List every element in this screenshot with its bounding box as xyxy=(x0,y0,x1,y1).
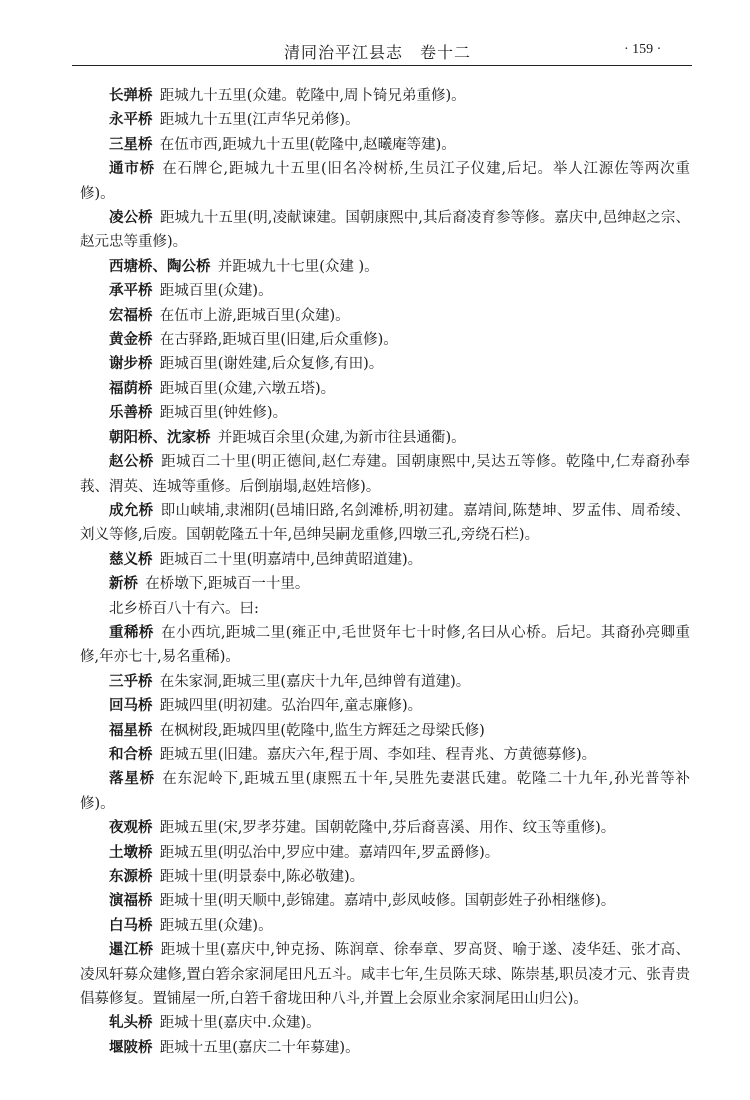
bridge-name: 新桥 xyxy=(109,575,138,593)
bridge-description: 距城十里(嘉庆中,钟克扬、陈润章、徐奉章、罗高贤、喻于遂、凌华廷、张才高、凌凤轩募众建修,置白箬余家洞尾田凡五斗。咸丰七年,生员陈天球、陈崇基,职员凌才元、张青贵倡募修复。置铺屋一所,白箬千畲垅田种八斗,并置上会原业余家洞尾田山归公)。 xyxy=(80,942,691,1008)
bridge-name: 和合桥 xyxy=(109,745,153,763)
bridge-description: 距城百二十里(明嘉靖中,邑绅黄昭道建)。 xyxy=(159,551,423,568)
bridge-entry xyxy=(80,767,690,816)
bridge-description: 距城五里(宋,罗孝芬建。国朝乾隆中,芬后裔喜溪、用作、纹玉等重修)。 xyxy=(159,820,616,837)
bridge-name: 谢步桥 xyxy=(109,355,153,373)
bridge-entry xyxy=(80,450,690,499)
bridge-description: 距城十五里(嘉庆二十年募建)。 xyxy=(159,1039,360,1056)
bridge-name: 重稀桥 xyxy=(109,623,154,641)
bridge-name: 成允桥 xyxy=(109,501,154,519)
page-number: · 159 · xyxy=(624,42,662,57)
bridge-name: 福星桥 xyxy=(109,721,153,739)
bridge-description: 距城十里(明天顺中,彭锦建。嘉靖中,彭凤岐修。国朝彭姓子孙相继修)。 xyxy=(159,893,616,910)
bridge-entry xyxy=(80,597,690,621)
bridge-entry xyxy=(80,304,690,328)
document-body xyxy=(80,84,690,1060)
bridge-description: 距城百里(钟姓修)。 xyxy=(159,405,288,422)
page-header xyxy=(0,0,750,62)
bridge-entry xyxy=(80,206,690,255)
bridge-entry xyxy=(80,719,690,743)
bridge-name: 福荫桥 xyxy=(109,379,153,397)
bridge-description: 在古驿路,距城百里(旧建,后众重修)。 xyxy=(159,332,398,349)
bridge-entry xyxy=(80,377,690,401)
bridge-description: 距城百里(谢姓建,后众复修,有田)。 xyxy=(159,356,384,373)
bridge-entry xyxy=(80,914,690,938)
bridge-entry xyxy=(80,328,690,352)
bridge-description: 距城四里(明初建。弘治四年,童志廉修)。 xyxy=(159,698,423,715)
bridge-entry xyxy=(80,572,690,596)
bridge-name: 凌公桥 xyxy=(109,209,153,227)
bridge-name: 宏福桥 xyxy=(109,306,153,324)
bridge-description: 即山峡埔,隶湘阴(邑埔旧路,名剑滩桥,明初建。嘉靖间,陈楚坤、罗孟伟、周希绫、刘义等修,后废。国朝乾隆五十年,邑绅吴嗣龙重修,四墩三孔,旁绕石栏)。 xyxy=(80,502,691,544)
bridge-name: 长弹桥 xyxy=(109,87,153,104)
bridge-entry xyxy=(80,401,690,425)
header-rule xyxy=(72,65,692,66)
bridge-entry xyxy=(80,694,690,718)
bridge-name: 土墩桥 xyxy=(109,843,153,861)
bridge-description: 距城十里(嘉庆中.众建)。 xyxy=(159,1015,321,1032)
bridge-entry xyxy=(80,938,690,1011)
bridge-description: 距城五里(旧建。嘉庆六年,程于周、李如珪、程青兆、方黄德募修)。 xyxy=(159,746,597,763)
bridge-entry xyxy=(80,865,690,889)
bridge-name: 通市桥 xyxy=(109,160,155,178)
bridge-name: 朝阳桥、沈家桥 xyxy=(109,428,211,446)
bridge-entry xyxy=(80,108,690,132)
bridge-entry xyxy=(80,621,690,670)
bridge-entry xyxy=(80,279,690,303)
bridge-entry xyxy=(80,157,690,206)
bridge-name: 承平桥 xyxy=(109,282,153,300)
bridge-name: 落星桥 xyxy=(109,770,155,788)
bridge-name: 白马桥 xyxy=(109,916,153,934)
bridge-description: 距城九十五里(明,凌献谏建。国朝康熙中,其后裔凌育参等修。嘉庆中,邑绅赵之宗、赵元忠等重修)。 xyxy=(80,210,691,251)
bridge-entry xyxy=(80,1036,690,1060)
bridge-description: 在枫树段,距城四里(乾隆中,监生方辉廷之母梁氏修) xyxy=(159,722,485,739)
bridge-entry xyxy=(80,133,690,157)
bridge-name: 夜观桥 xyxy=(109,819,153,837)
bridge-description: 北乡桥百八十有六。曰: xyxy=(109,600,259,617)
bridge-name: 慈义桥 xyxy=(109,550,153,568)
bridge-entry xyxy=(80,841,690,865)
bridge-description: 距城九十五里(江声华兄弟修)。 xyxy=(159,112,360,129)
bridge-name: 黄金桥 xyxy=(109,331,153,349)
bridge-name: 三星桥 xyxy=(109,135,153,153)
bridge-name: 三乎桥 xyxy=(109,672,153,690)
header-title: 清同治平江县志 卷十二 xyxy=(284,43,472,62)
bridge-description: 距城百二十里(明正德间,赵仁寿建。国朝康熙中,吴达五等修。乾隆中,仁寿裔孙奉莪、渭英、连城等重修。后倒崩塌,赵姓培修)。 xyxy=(80,454,691,495)
bridge-description: 在石牌仑,距城九十五里(旧名冷树桥,生员江子仪建,后圮。举人江源佐等两次重修)。 xyxy=(80,161,690,202)
bridge-description: 距城五里(众建)。 xyxy=(159,917,273,934)
bridge-description: 距城百里(众建,六墩五塔)。 xyxy=(159,380,336,397)
bridge-name: 赵公桥 xyxy=(109,453,154,471)
bridge-entry xyxy=(80,255,690,279)
bridge-description: 距城九十五里(众建。乾隆中,周卜锜兄弟重修)。 xyxy=(159,88,466,104)
bridge-description: 并距城百余里(众建,为新市往县通衢)。 xyxy=(217,429,466,446)
bridge-entry xyxy=(80,816,690,840)
bridge-description: 在伍市上游,距城百里(众建)。 xyxy=(159,307,350,324)
bridge-name: 演福桥 xyxy=(109,892,153,910)
bridge-name: 东源桥 xyxy=(109,868,153,885)
bridge-description: 距城百里(众建)。 xyxy=(159,283,273,300)
bridge-name: 堰陂桥 xyxy=(109,1038,153,1056)
bridge-description: 在小西坑,距城二里(雍正中,毛世贤年七十时修,名曰从心桥。后圮。其裔孙亮卿重修,年亦七十,易名重稀)。 xyxy=(80,624,691,666)
bridge-entry xyxy=(80,889,690,913)
bridge-entry xyxy=(80,743,690,767)
bridge-entry xyxy=(80,548,690,572)
bridge-description: 并距城九十七里(众建 )。 xyxy=(217,258,379,275)
bridge-entry xyxy=(80,352,690,376)
bridge-name: 回马桥 xyxy=(109,697,153,715)
bridge-entry xyxy=(80,84,690,108)
bridge-name: 乐善桥 xyxy=(109,404,153,422)
bridge-description: 在东泥岭下,距城五里(康熙五十年,吴胜先妻湛氏建。乾隆二十九年,孙光普等补修)。 xyxy=(80,771,690,812)
bridge-name: 西塘桥、陶公桥 xyxy=(109,257,211,275)
bridge-entry xyxy=(80,426,690,450)
bridge-entry xyxy=(80,670,690,694)
bridge-name: 轧头桥 xyxy=(109,1014,153,1032)
bridge-description: 距城五里(明弘治中,罗应中建。嘉靖四年,罗孟爵修)。 xyxy=(159,844,500,861)
bridge-description: 距城十里(明景泰中,陈必敬建)。 xyxy=(159,869,365,885)
bridge-description: 在朱家洞,距城三里(嘉庆十九年,邑绅曾有道建)。 xyxy=(159,673,471,690)
bridge-name: 暹江桥 xyxy=(109,941,154,959)
bridge-description: 在桥墩下,距城百一十里。 xyxy=(145,576,310,593)
bridge-name: 永平桥 xyxy=(109,111,153,129)
bridge-entry xyxy=(80,499,690,548)
bridge-entry xyxy=(80,1011,690,1035)
bridge-description: 在伍市西,距城九十五里(乾隆中,赵曦庵等建)。 xyxy=(159,136,456,153)
